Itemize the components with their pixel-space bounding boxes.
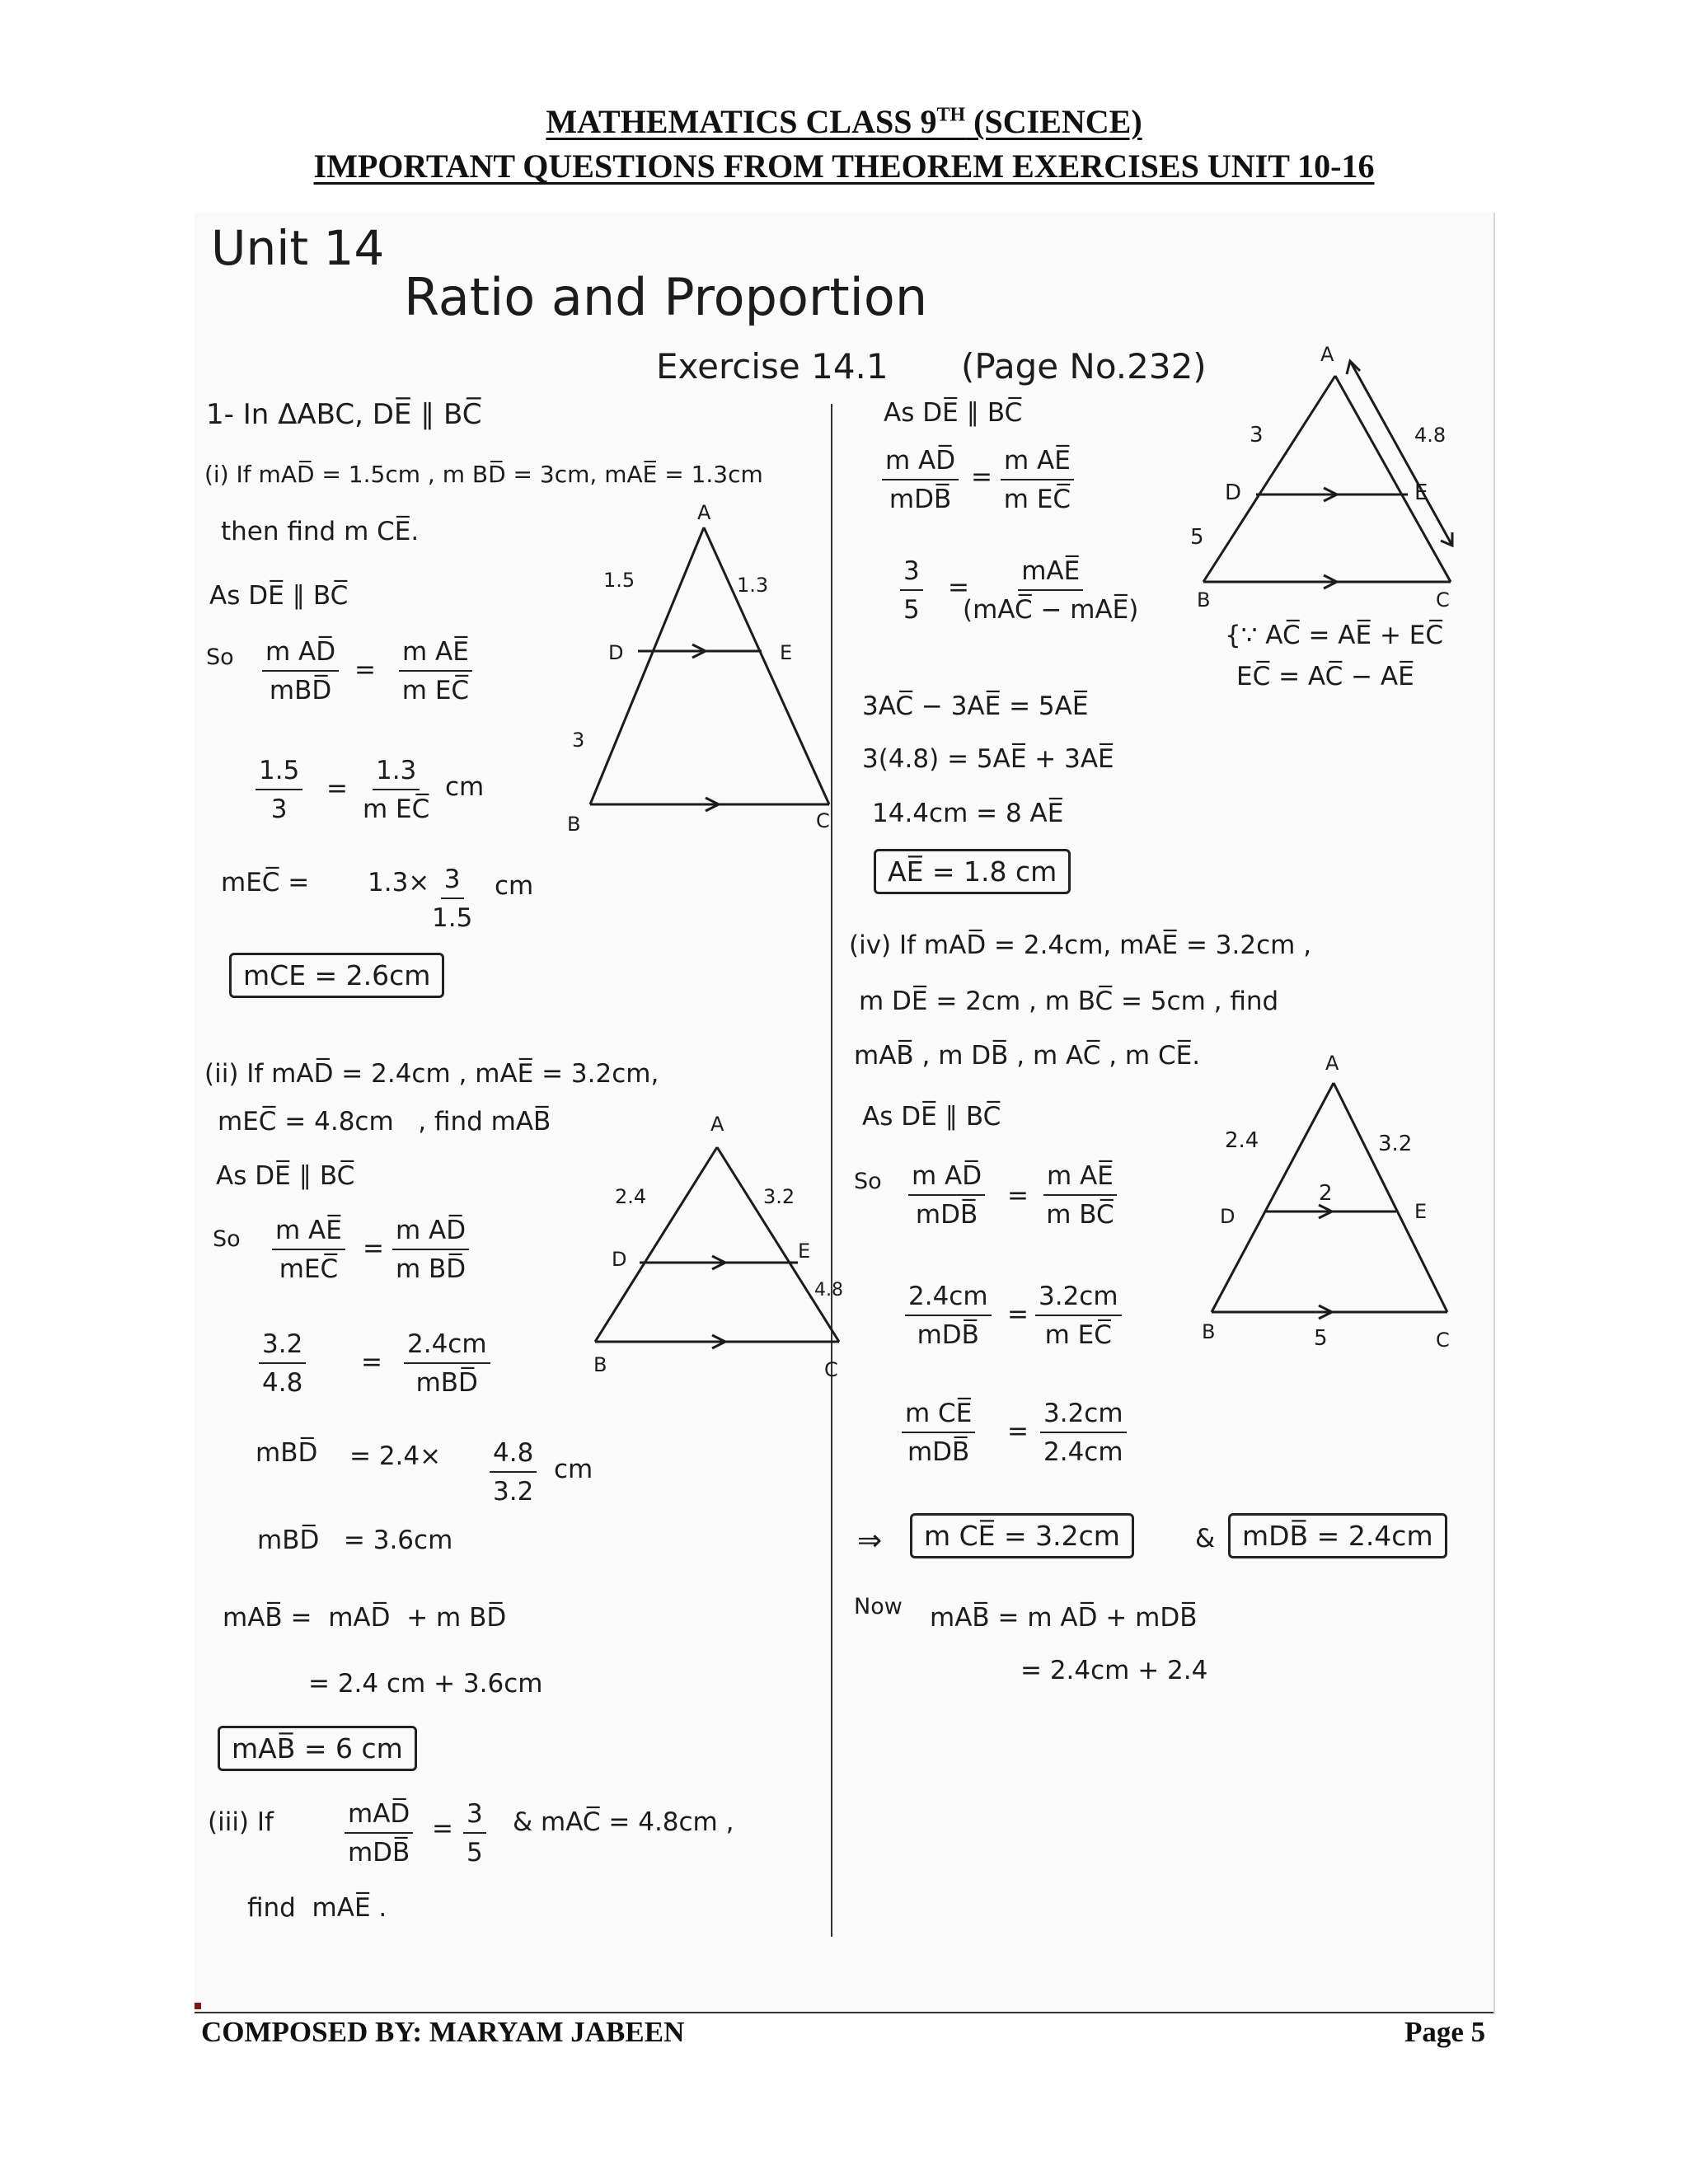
q1iii-find: find mAE̅ . — [247, 1893, 387, 1923]
footer-author: COMPOSED BY: MARYAM JABEEN — [201, 2016, 685, 2048]
answer-box-db-iv: mDB̅ = 2.4cm — [1228, 1513, 1447, 1558]
label-ad: 2.4 — [615, 1185, 647, 1208]
frac-num: m AD̅ — [262, 636, 339, 672]
fraction-3-5 — [463, 1798, 486, 1869]
frac-den: 5 — [467, 1837, 483, 1868]
q1i-find: then find m CE̅. — [221, 517, 420, 546]
answer-box-ae: AE̅ = 1.8 cm — [874, 849, 1071, 894]
fraction-2.4-db — [905, 1281, 992, 1352]
frac-num: m AE̅ — [272, 1215, 345, 1250]
step-3-4.8: 3(4.8) = 5AE̅ + 3AE̅ — [862, 744, 1114, 774]
vertex-a: A — [1325, 1052, 1339, 1075]
equals-sign: = — [354, 655, 376, 685]
frac-num: m AD̅ — [392, 1215, 469, 1250]
frac-den: mDB̅ — [907, 1436, 970, 1467]
frac-den: m BC̅ — [1046, 1199, 1114, 1230]
ab-sum-values-iv: = 2.4cm + 2.4 — [1020, 1656, 1208, 1685]
q1i-given: (i) If mAD̅ = 1.5cm , m BD̅ = 3cm, mAE̅ = 1.3cm — [204, 461, 763, 488]
frac-den: mBD̅ — [269, 675, 332, 705]
vertex-d: D — [612, 1248, 627, 1271]
q1i-as-line: As DE̅ ∥ BC̅ — [209, 581, 349, 611]
vertex-b: B — [567, 813, 581, 836]
vertex-b: B — [1202, 1320, 1216, 1343]
frac-num: m AE̅ — [1043, 1160, 1117, 1196]
page-heading-line2: IMPORTANT QUESTIONS FROM THEOREM EXERCISES UNIT 10-16 — [313, 148, 1375, 185]
frac-den: m EC̅ — [1003, 484, 1071, 514]
q1iv-given: (iv) If mAD̅ = 2.4cm, mAE̅ = 3.2cm , — [849, 930, 1312, 960]
vertex-d: D — [1225, 480, 1242, 505]
fraction-ad-db-3 — [345, 1798, 413, 1869]
q1iii-prefix: (iii) If — [208, 1807, 274, 1837]
frac-den: m EC̅ — [1044, 1319, 1112, 1350]
label-ae: 1.3 — [737, 574, 769, 597]
frac-num: m AE̅ — [399, 636, 472, 672]
q1iii-postfix: & mAC̅ = 4.8cm , — [513, 1807, 734, 1837]
implies-arrow: ⇒ — [857, 1524, 883, 1558]
label-ae: 3.2 — [1378, 1132, 1413, 1156]
vertex-a: A — [710, 1113, 724, 1136]
footer-rule — [195, 2012, 1493, 2013]
fraction-3.2-2.4 — [1040, 1398, 1127, 1469]
fraction-ad-db-iv — [908, 1160, 985, 1231]
ec-computation-lhs: mEC̅ = — [221, 868, 310, 898]
since-note-line1: {∵ AC̅ = AE̅ + EC̅ — [1225, 621, 1443, 650]
now-label: Now — [854, 1594, 903, 1619]
unit-title: Unit 14 — [211, 220, 385, 276]
frac-num: 3 — [441, 864, 464, 899]
frac-den: 4.8 — [262, 1367, 303, 1398]
q1ii-as-line: As DE̅ ∥ BC̅ — [216, 1161, 355, 1191]
vertex-b: B — [1197, 588, 1211, 612]
label-ac: 4.8 — [1414, 424, 1447, 447]
frac-num: 2.4cm — [404, 1329, 490, 1364]
equals-sign: = — [971, 462, 992, 492]
label-ad: 1.5 — [603, 569, 635, 592]
frac-den: (mAC̅ − mAE̅) — [963, 594, 1139, 625]
frac-den: 1.5 — [432, 902, 473, 933]
frac-den: mDB̅ — [917, 1319, 979, 1350]
footer-marker — [195, 2003, 201, 2009]
label-de: 2 — [1319, 1181, 1333, 1206]
equals-sign: = — [1007, 1417, 1029, 1446]
triangle-diagram-2 — [577, 1104, 857, 1385]
ec-computation-rhs: 1.3× — [368, 868, 430, 898]
vertex-e: E — [780, 641, 793, 664]
vertex-d: D — [1220, 1205, 1236, 1228]
label-ec: 4.8 — [814, 1280, 843, 1301]
unit-label: cm — [554, 1455, 593, 1484]
heading-main: MATHEMATICS CLASS 9 — [546, 103, 937, 140]
fraction-ae-ac-minus-ae — [963, 555, 1138, 626]
frac-den: 2.4cm — [1043, 1436, 1123, 1467]
frac-num: m AE̅ — [1001, 445, 1074, 480]
fraction-ad-bd — [262, 636, 339, 707]
frac-num: m AD̅ — [908, 1160, 985, 1196]
triangle-diagram-4 — [1187, 1038, 1467, 1368]
bd-computation-lhs: mBD̅ — [256, 1438, 318, 1468]
fraction-ae-bc-iv — [1043, 1160, 1117, 1231]
r-as-line2: As DE̅ ∥ BC̅ — [862, 1102, 1001, 1132]
frac-num: mAD̅ — [345, 1798, 413, 1834]
vertex-a: A — [697, 501, 711, 524]
label-bd: 3 — [572, 729, 585, 752]
frac-num: 3.2cm — [1040, 1398, 1127, 1433]
frac-den: mDB̅ — [347, 1837, 410, 1868]
vertex-d: D — [608, 641, 624, 664]
fraction-ce-db — [902, 1398, 975, 1469]
equals-sign: = — [1007, 1300, 1029, 1329]
vertex-c: C — [1436, 588, 1450, 612]
r-as-line: As DE̅ ∥ BC̅ — [884, 398, 1023, 428]
triangle-diagram-3 — [1179, 338, 1484, 618]
frac-den: 3 — [270, 794, 288, 824]
triangle-diagram-1 — [544, 494, 857, 841]
equals-sign: = — [432, 1814, 453, 1844]
frac-num: 1.3 — [373, 755, 420, 790]
frac-den: m BD̅ — [395, 1254, 467, 1284]
frac-num: 3 — [900, 555, 923, 591]
fraction-2.4-bd — [404, 1329, 490, 1399]
q1ii-given: (ii) If mAD̅ = 2.4cm , mAE̅ = 3.2cm, — [204, 1059, 659, 1089]
frac-num: 2.4cm — [905, 1281, 992, 1316]
frac-den: mBD̅ — [415, 1367, 478, 1398]
equals-sign: = — [361, 1347, 382, 1377]
frac-num: 3.2 — [259, 1329, 306, 1364]
q1ii-so: So — [213, 1226, 241, 1252]
fraction-ad-bd-2 — [392, 1215, 469, 1286]
q1iv-given2: m DE̅ = 2cm , m BC̅ = 5cm , find — [859, 987, 1279, 1016]
fraction-3.2-ec — [1035, 1281, 1122, 1352]
bd-result: mBD̅ = 3.6cm — [257, 1526, 453, 1555]
frac-den: m EC̅ — [401, 675, 470, 705]
footer-page-number: Page 5 — [1404, 2016, 1486, 2048]
frac-den: mDB̅ — [915, 1199, 978, 1230]
exercise-title: Exercise 14.1 — [656, 346, 889, 387]
bd-computation-rhs: = 2.4× — [349, 1441, 442, 1471]
frac-num: m AD̅ — [882, 445, 959, 480]
since-note-line2: EC̅ = AC̅ − AE̅ — [1236, 662, 1414, 691]
answer-box-ce: mCE = 2.6cm — [229, 953, 444, 998]
vertex-e: E — [1414, 1200, 1428, 1223]
unit-label: cm — [495, 871, 534, 901]
equals-sign: = — [363, 1234, 384, 1263]
vertex-c: C — [824, 1358, 838, 1381]
fraction-ae-ec-r — [1001, 445, 1074, 516]
q1-statement: 1- In ΔABC, DE̅ ∥ BC̅ — [206, 398, 482, 431]
fraction-3-1.5 — [432, 864, 472, 935]
label-db: 5 — [1190, 525, 1204, 550]
vertex-e: E — [1414, 480, 1428, 505]
answer-box-ce-iv: m CE̅ = 3.2cm — [910, 1513, 1134, 1558]
page-heading-line1 — [0, 102, 1688, 141]
topic-title: Ratio and Proportion — [404, 267, 928, 327]
answer-box-ab: mAB̅ = 6 cm — [218, 1726, 417, 1771]
equals-sign: = — [326, 774, 348, 804]
frac-num: 3 — [463, 1798, 486, 1834]
fraction-ad-db-r — [882, 445, 959, 516]
fraction-ae-ec-2 — [272, 1215, 345, 1286]
step-3ac: 3AC̅ − 3AE̅ = 5AE̅ — [862, 691, 1089, 721]
frac-den: 3.2 — [493, 1476, 534, 1507]
fraction-ae-ec — [399, 636, 472, 707]
frac-num: m CE̅ — [902, 1398, 975, 1433]
frac-num: 4.8 — [490, 1437, 537, 1473]
vertex-e: E — [798, 1240, 811, 1263]
vertex-c: C — [1436, 1329, 1450, 1352]
frac-den: 5 — [903, 594, 920, 625]
q1i-so: So — [206, 644, 234, 670]
equals-sign: = — [948, 573, 969, 602]
fraction-4.8-3.2 — [490, 1437, 537, 1508]
frac-den: m EC̅ — [363, 794, 430, 824]
q1ii-find: mEC̅ = 4.8cm , find mAB̅ — [218, 1107, 551, 1137]
r-so: So — [854, 1169, 882, 1194]
frac-num: 1.5 — [256, 755, 302, 790]
label-bc: 5 — [1314, 1326, 1328, 1351]
ab-sum-values: = 2.4 cm + 3.6cm — [308, 1669, 543, 1699]
ab-sum-iv: mAB̅ = m AD̅ + mDB̅ — [930, 1603, 1198, 1633]
fraction-3-5-r — [900, 555, 923, 626]
page-reference: (Page No.232) — [961, 346, 1207, 387]
step-14.4: 14.4cm = 8 AE̅ — [872, 799, 1064, 828]
vertex-a: A — [1320, 343, 1334, 366]
fraction-1.5-3 — [256, 755, 302, 826]
fraction-1.3-ec — [363, 755, 429, 826]
frac-den: mEC̅ — [279, 1254, 339, 1284]
q1iv-find: mAB̅ , m DB̅ , m AC̅ , m CE̅. — [854, 1041, 1201, 1071]
vertex-c: C — [816, 809, 830, 832]
label-ad: 2.4 — [1225, 1128, 1259, 1153]
ab-sum: mAB̅ = mAD̅ + m BD̅ — [223, 1603, 507, 1633]
ampersand: & — [1195, 1524, 1216, 1554]
frac-den: mDB̅ — [889, 484, 952, 514]
heading-rest: (SCIENCE) — [965, 103, 1142, 140]
frac-num: 3.2cm — [1035, 1281, 1122, 1316]
fraction-3.2-4.8 — [259, 1329, 306, 1399]
equals-sign: = — [1007, 1181, 1029, 1211]
heading-superscript: TH — [936, 104, 966, 126]
frac-num: mAE̅ — [1018, 555, 1083, 591]
label-ae: 3.2 — [763, 1185, 795, 1208]
unit-label: cm — [445, 772, 485, 802]
label-ad: 3 — [1250, 423, 1264, 448]
vertex-b: B — [593, 1353, 607, 1376]
